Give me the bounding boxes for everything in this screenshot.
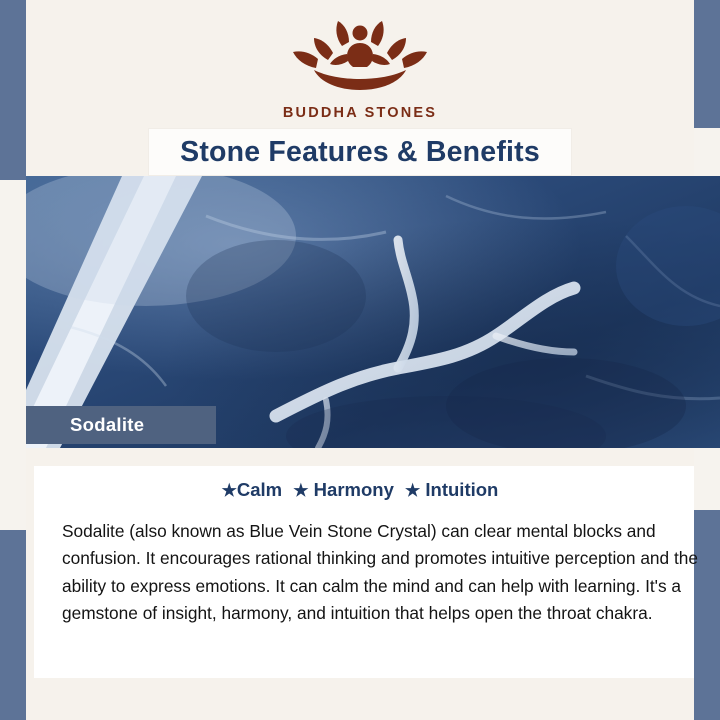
keyword-item-2 bbox=[405, 479, 498, 500]
keyword-item-1 bbox=[293, 479, 394, 500]
keyword-label-1: Harmony bbox=[313, 479, 394, 500]
keyword-label-2: Intuition bbox=[425, 479, 499, 500]
description-text: Sodalite (also known as Blue Vein Stone Crystal) can clear mental blocks and confusion. It encourages rational thinking and promotes intuitive perception and the ability to express emotions. It can calm the mind and can help with learning. It's a gemstone of insight, harmony, and intuition that helps open the throat chakra. bbox=[62, 521, 698, 623]
stone-name-text: Sodalite bbox=[70, 414, 145, 435]
page-title-text: Stone Features & Benefits bbox=[180, 135, 540, 168]
keyword-list bbox=[26, 479, 694, 501]
header bbox=[26, 0, 694, 176]
brand-logo bbox=[26, 16, 694, 121]
brand-name: BUDDHA STONES bbox=[282, 105, 438, 121]
keyword-label-0: Calm bbox=[236, 479, 283, 500]
content-area bbox=[26, 448, 698, 720]
star-icon: ★ bbox=[221, 481, 237, 500]
frame-accent-top-right bbox=[694, 0, 720, 128]
keyword-item-0 bbox=[222, 479, 283, 500]
stone-name-badge bbox=[26, 406, 216, 444]
frame-accent-top-left bbox=[0, 0, 28, 180]
star-icon: ★ bbox=[405, 481, 421, 500]
lotus-meditation-icon bbox=[26, 16, 694, 103]
star-icon: ★ bbox=[293, 481, 309, 500]
page-title bbox=[149, 129, 571, 175]
frame-accent-bottom-left bbox=[0, 530, 26, 720]
